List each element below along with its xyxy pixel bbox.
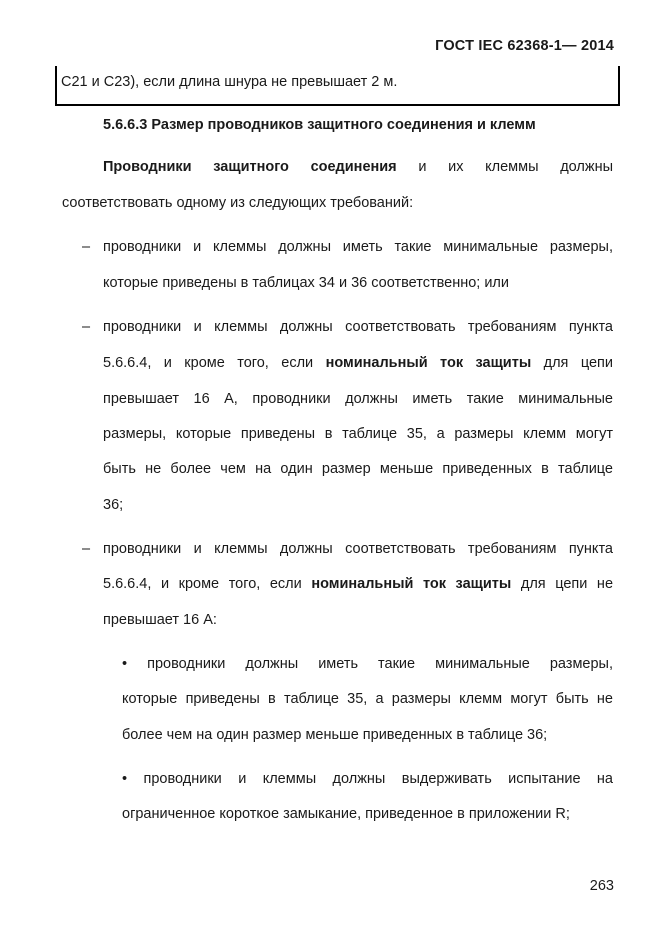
intro-line-2: соответствовать одному из следующих требований: xyxy=(62,195,414,211)
box-text: C21 и C23), если длина шнура не превышает 2 м. xyxy=(61,74,398,90)
item1-line-1: проводники и клеммы должны иметь такие минимальные размеры, xyxy=(103,239,613,255)
sub1-line-1-text: проводники должны иметь такие минимальные размеры, xyxy=(147,656,613,672)
item1-line-2: которые приведены в таблицах 34 и 36 соответственно; или xyxy=(103,275,509,291)
rated-current-term: номинальный ток защиты xyxy=(311,576,512,592)
item2-line-1: проводники и клеммы должны соответствовать требованиям пункта xyxy=(103,319,613,335)
sub2-line-1 xyxy=(122,771,613,787)
item2-line-4: размеры, которые приведены в таблице 35, а размеры клемм могут xyxy=(103,426,613,442)
dash-marker: – xyxy=(82,541,91,557)
item2-line-5: быть не более чем на один размер меньше приведенных в таблице xyxy=(103,461,613,477)
sub2-line-1-text: проводники и клеммы должны выдерживать испытание на xyxy=(143,771,613,787)
sub2-line-2: ограниченное короткое замыкание, приведенное в приложении R; xyxy=(122,806,570,822)
dash-marker: – xyxy=(82,239,91,255)
item2-line-2-b: для цепи xyxy=(543,355,613,371)
section-heading: 5.6.6.3 Размер проводников защитного соединения и клемм xyxy=(103,117,536,133)
intro-rest: и их клеммы должны xyxy=(418,159,613,175)
item3-line-1: проводники и клеммы должны соответствовать требованиям пункта xyxy=(103,541,613,557)
document-header: ГОСТ IEC 62368-1— 2014 xyxy=(435,38,614,54)
sub1-line-3: более чем на один размер меньше приведенных в таблице 36; xyxy=(122,727,548,743)
rated-current-term: номинальный ток защиты xyxy=(325,355,532,371)
item2-line-3: превышает 16 А, проводники должны иметь такие минимальные xyxy=(103,391,613,407)
bullet-marker: • xyxy=(122,656,128,672)
item3-line-2-a: 5.6.6.4, и кроме того, если xyxy=(103,576,302,592)
item2-line-2 xyxy=(103,355,613,371)
intro-line-1 xyxy=(103,159,613,175)
item3-line-2 xyxy=(103,576,613,592)
sub1-line-2: которые приведены в таблице 35, а размеры клемм могут быть не xyxy=(122,691,613,707)
intro-bold: Проводники защитного соединения xyxy=(103,159,397,175)
bullet-marker: • xyxy=(122,771,128,787)
item3-line-3: превышает 16 А: xyxy=(103,612,217,628)
page-number: 263 xyxy=(589,878,614,894)
dash-marker: – xyxy=(82,319,91,335)
item3-line-2-b: для цепи не xyxy=(520,576,614,592)
item2-line-6: 36; xyxy=(103,497,124,513)
sub1-line-1 xyxy=(122,656,613,672)
item2-line-2-a: 5.6.6.4, и кроме того, если xyxy=(103,355,314,371)
